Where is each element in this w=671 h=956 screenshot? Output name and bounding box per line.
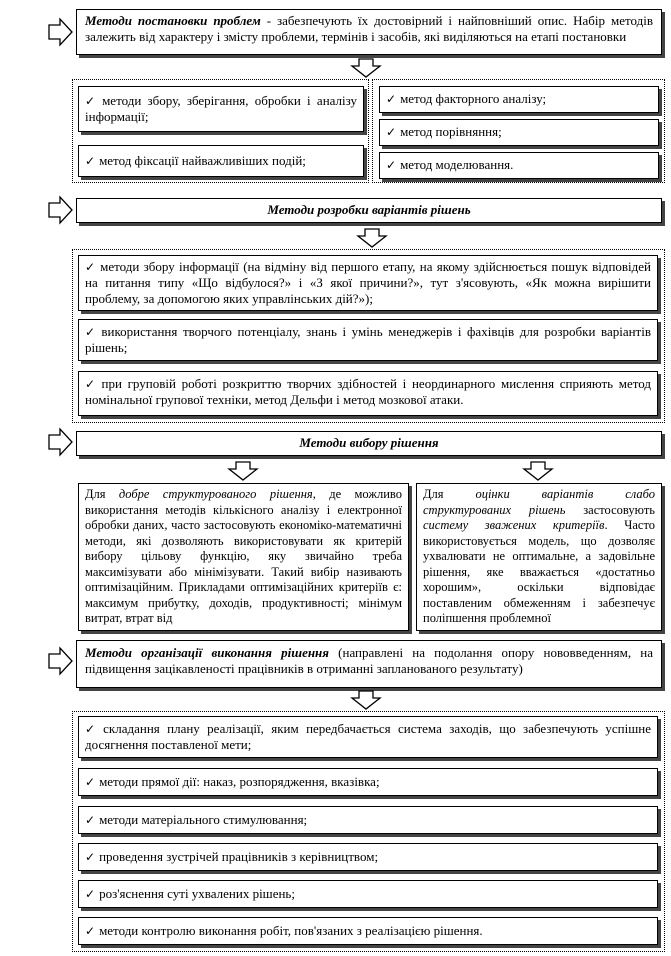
sec2-title: Методи розробки варіантів рішень xyxy=(267,202,471,217)
sec1-header-box xyxy=(76,9,662,55)
down-arrow-icon xyxy=(357,228,387,248)
sec1-right-item: ✓ метод порівняння; xyxy=(379,119,659,146)
check-icon: ✓ xyxy=(85,722,100,736)
sec4-item: ✓ проведення зустрічей працівників з керівництвом; xyxy=(78,843,658,871)
sec1-title: Методи постановки проблем xyxy=(85,13,261,28)
sec4-item: ✓ складання плану реалізації, яким передбачається система заходів, що забезпечують успішне досягнення поставленої мети; xyxy=(78,716,658,758)
sec2-item: ✓ використання творчого потенціалу, знань і умінь менеджерів і фахівців для розробки варіантів рішень; xyxy=(78,319,658,361)
sec1-right-item: ✓ метод моделювання. xyxy=(379,152,659,179)
sec1-left-item: ✓ методи збору, зберігання, обробки і аналізу інформації; xyxy=(78,86,364,132)
sec3-right-box: Для оцінки варіантів слабо структурованих рішень застосовують систему зважених критеріїв. Часто використовується модель, що дозволяє ухвалювати не оптимальне, а задовільне рішення, яке вважається «достатньо хорошим», оскільки відповідає поставленим обмеженням і забезпечує поліпшення проблемної xyxy=(416,483,662,631)
check-icon: ✓ xyxy=(85,887,96,901)
sec4-item: ✓ роз'яснення суті ухвалених рішень; xyxy=(78,880,658,908)
side-arrow-icon xyxy=(48,647,74,675)
down-arrow-icon xyxy=(351,690,381,710)
check-icon: ✓ xyxy=(386,92,397,106)
sec3-left-box: Для добре структурованого рішення, де можливо використання методів кількісного аналізу і електронної обробки даних, часто застосовують економіко-математичні методи, які дозволяють використовувати як критерій вибору цільову функцію, яку звичайно треба максимізувати або мінімізувати. Такий вибір називають оптимізаційним. Прикладами оптимізаційних критеріїв є: максимум прибутку, доходів, продуктивності; мінімум витрат, втрат від xyxy=(78,483,409,631)
sec4-header-box xyxy=(76,640,662,688)
check-icon: ✓ xyxy=(85,813,96,827)
check-icon: ✓ xyxy=(85,94,99,108)
sec2-header-box xyxy=(76,198,662,223)
sec3-title: Методи вибору рішення xyxy=(299,435,439,450)
check-icon: ✓ xyxy=(85,325,98,339)
sec3-header-box xyxy=(76,431,662,456)
down-arrow-icon xyxy=(228,461,258,481)
sec2-item: ✓ методи збору інформації (на відміну від першого етапу, на якому здійснюється пошук відповідей на питання типу «Що відбулося?» і «З якої причини?», тут з'ясовують, «Як можна вирішити проблему, за допомогою яких управлінських дій?»); xyxy=(78,255,658,311)
check-icon: ✓ xyxy=(386,158,397,172)
sec4-desc: (направлені на подолання опору нововведенням, на підвищення зацікавленості працівників в отриманні запланованого результату) xyxy=(85,645,653,676)
sec4-title: Методи організації виконання рішення xyxy=(85,645,329,660)
side-arrow-icon xyxy=(48,428,74,456)
sec1-desc: - забезпечують їх достовірний і найповніший опис. Набір методів залежить від характеру і змісту проблеми, термінів і засобів, які виділяються на етапі постановки xyxy=(85,13,654,44)
check-icon: ✓ xyxy=(85,377,98,391)
check-icon: ✓ xyxy=(85,850,96,864)
sec2-item: ✓ при груповій роботі розкриттю творчих здібностей і неординарного мислення сприяють метод номінальної групової техніки, метод Дельфи і метод мозкової атаки. xyxy=(78,371,658,416)
check-icon: ✓ xyxy=(85,260,97,274)
down-arrow-icon xyxy=(523,461,553,481)
sec4-item: ✓ методи прямої дії: наказ, розпорядження, вказівка; xyxy=(78,768,658,796)
sec1-right-item: ✓ метод факторного аналізу; xyxy=(379,86,659,113)
check-icon: ✓ xyxy=(85,924,96,938)
check-icon: ✓ xyxy=(85,154,96,168)
side-arrow-icon xyxy=(48,18,74,46)
check-icon: ✓ xyxy=(386,125,397,139)
sec1-left-item: ✓ метод фіксації найважливіших подій; xyxy=(78,145,364,177)
sec4-item: ✓ методи матеріального стимулювання; xyxy=(78,806,658,834)
side-arrow-icon xyxy=(48,196,74,224)
sec4-item: ✓ методи контролю виконання робіт, пов'язаних з реалізацією рішення. xyxy=(78,917,658,945)
down-arrow-icon xyxy=(351,58,381,78)
check-icon: ✓ xyxy=(85,775,96,789)
